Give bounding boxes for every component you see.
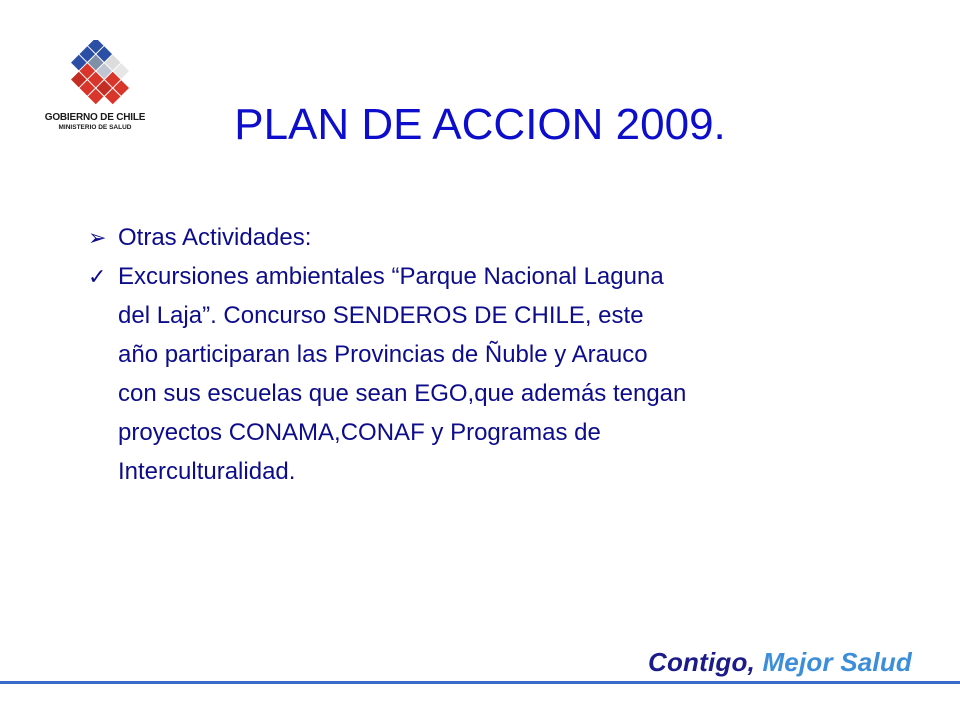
slogan-part-2: Mejor Salud <box>755 647 912 677</box>
arrow-bullet-icon: ➢ <box>88 225 107 250</box>
logo-title: GOBIERNO DE CHILE <box>44 112 146 123</box>
bullet-text: Excursiones ambientales “Parque Nacional Laguna del Laja”. Concurso SENDEROS DE CHILE, este año participaran las Provincias de Ñuble y Arauco con sus escuelas que sean EGO,que además tengan proyectos CONAMA,CONAF y Programas de Interculturalidad. <box>118 263 687 485</box>
bullet-item <box>88 257 888 491</box>
footer-divider <box>0 681 960 684</box>
slide-title: PLAN DE ACCION 2009. <box>234 100 726 149</box>
check-bullet-icon: ✓ <box>88 264 107 289</box>
footer-slogan <box>648 647 912 678</box>
bullet-list <box>88 218 888 491</box>
logo-subtitle: MINISTERIO DE SALUD <box>58 124 132 131</box>
slogan-part-1: Contigo, <box>648 647 756 677</box>
bullet-text: Otras Actividades: <box>118 224 312 251</box>
bullet-item <box>88 218 888 257</box>
